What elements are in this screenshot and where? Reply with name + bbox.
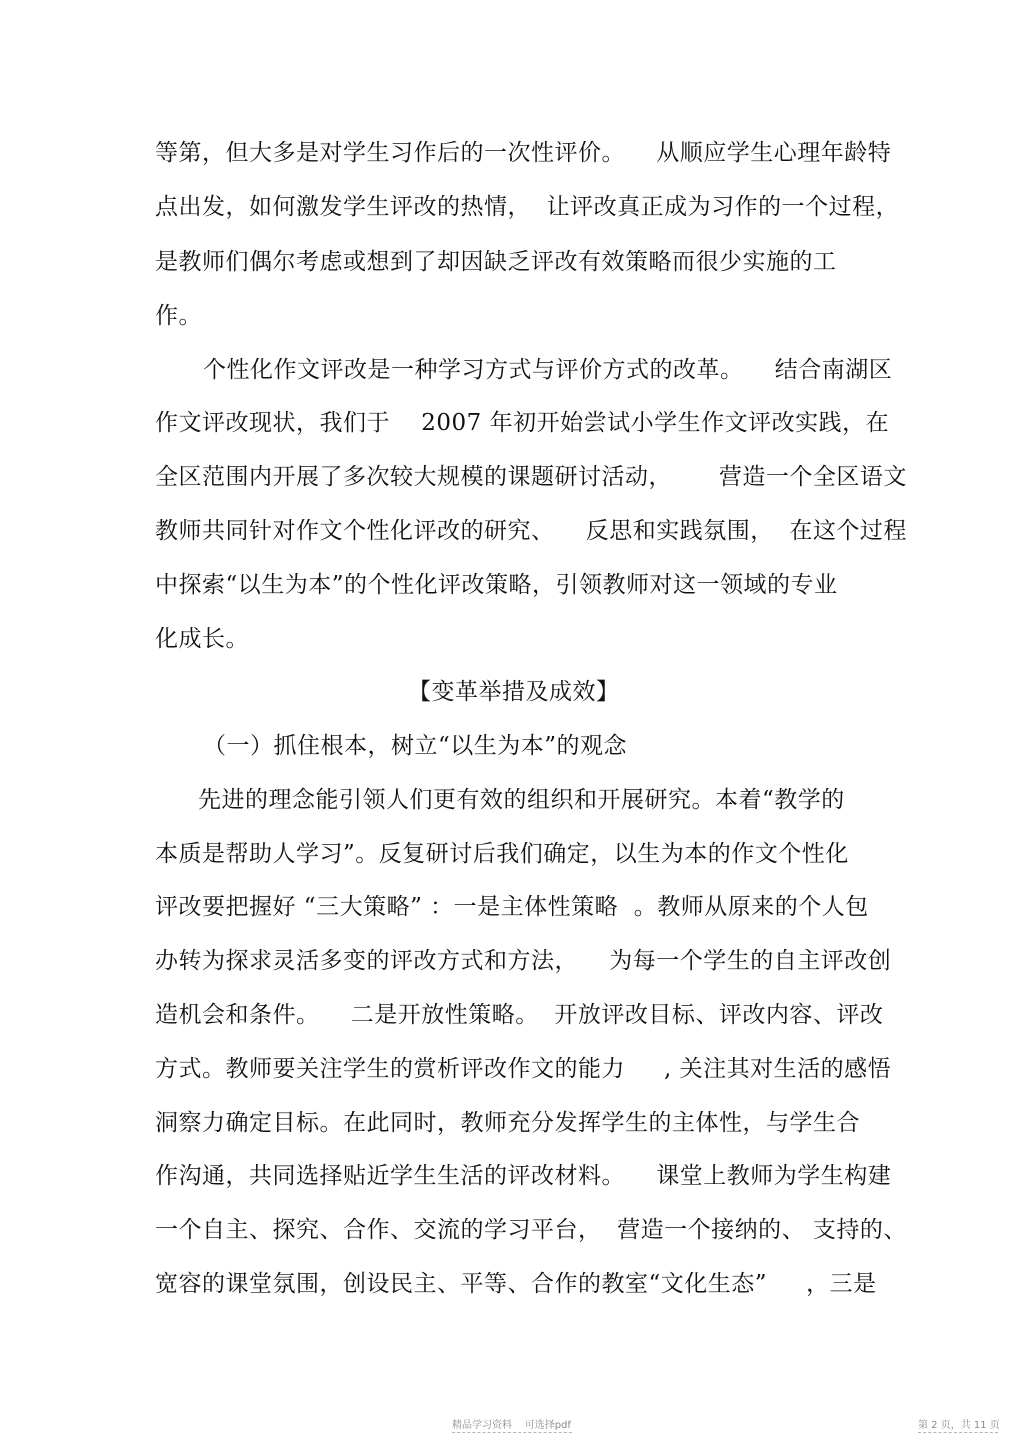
- text-line: 洞察力确定目标。在此同时，教师充分发挥学生的主体性，与学生合: [155, 1110, 860, 1136]
- text-line: 化成长。: [155, 626, 249, 652]
- section-heading: 【变革举措及成效】: [408, 679, 620, 705]
- text-line: 方式。教师要关注学生的赏析评改作文的能力 , 关注其对生活的感悟: [155, 1056, 892, 1082]
- text-line: 作。: [155, 303, 202, 329]
- page-number: 第 2 页，共 11 页: [918, 1420, 1000, 1431]
- text-line: 是教师们偶尔考虑或想到了却因缺乏评改有效策略而很少实施的工: [155, 249, 837, 275]
- paragraph-first-line: 先进的理念能引领人们更有效的组织和开展研究。本着“教学的: [198, 787, 845, 813]
- text-line: 中探索“以生为本”的个性化评改策略，引领教师对这一领域的专业: [155, 572, 838, 598]
- text-line: 本质是帮助人学习”。反复研讨后我们确定，以生为本的作文个性化: [155, 841, 849, 867]
- text-line: 宽容的课堂氛围，创设民主、平等、合作的教室“文化生态” ，三是: [155, 1271, 877, 1297]
- text-line: 造机会和条件。 二是开放性策略。 开放评改目标、评改内容、评改: [155, 1002, 884, 1028]
- text-line: 办转为探求灵活多变的评改方式和方法， 为每一个学生的自主评改创: [155, 948, 892, 974]
- text-line: 作文评改现状，我们于 2007 年初开始尝试小学生作文评改实践，在: [155, 410, 890, 436]
- text-line: 教师共同针对作文个性化评改的研究、 反思和实践氛围， 在这个过程: [155, 518, 907, 544]
- footer-divider: [918, 1432, 998, 1433]
- footer-divider: [452, 1432, 572, 1433]
- footer-watermark-text: 精品学习资料 可选择pdf: [452, 1420, 571, 1431]
- subsection-heading: （一）抓住根本，树立“以生为本”的观念: [203, 733, 628, 759]
- text-line: 等第，但大多是对学生习作后的一次性评价。 从顺应学生心理年龄特: [155, 140, 892, 166]
- paragraph-first-line: 个性化作文评改是一种学习方式与评价方式的改革。 结合南湖区: [203, 357, 893, 383]
- text-line: 评改要把握好 “三大策略” ：一是主体性策略 。教师从原来的个人包: [155, 894, 869, 920]
- text-line: 一个自主、探究、合作、交流的学习平台， 营造一个接纳的、 支持的、: [155, 1217, 907, 1243]
- text-line: 点出发，如何激发学生评改的热情， 让评改真正成为习作的一个过程，: [155, 194, 900, 220]
- text-line: 全区范围内开展了多次较大规模的课题研讨活动， 营造一个全区语文: [155, 464, 907, 490]
- text-line: 作沟通，共同选择贴近学生生活的评改材料。 课堂上教师为学生构建: [155, 1163, 892, 1189]
